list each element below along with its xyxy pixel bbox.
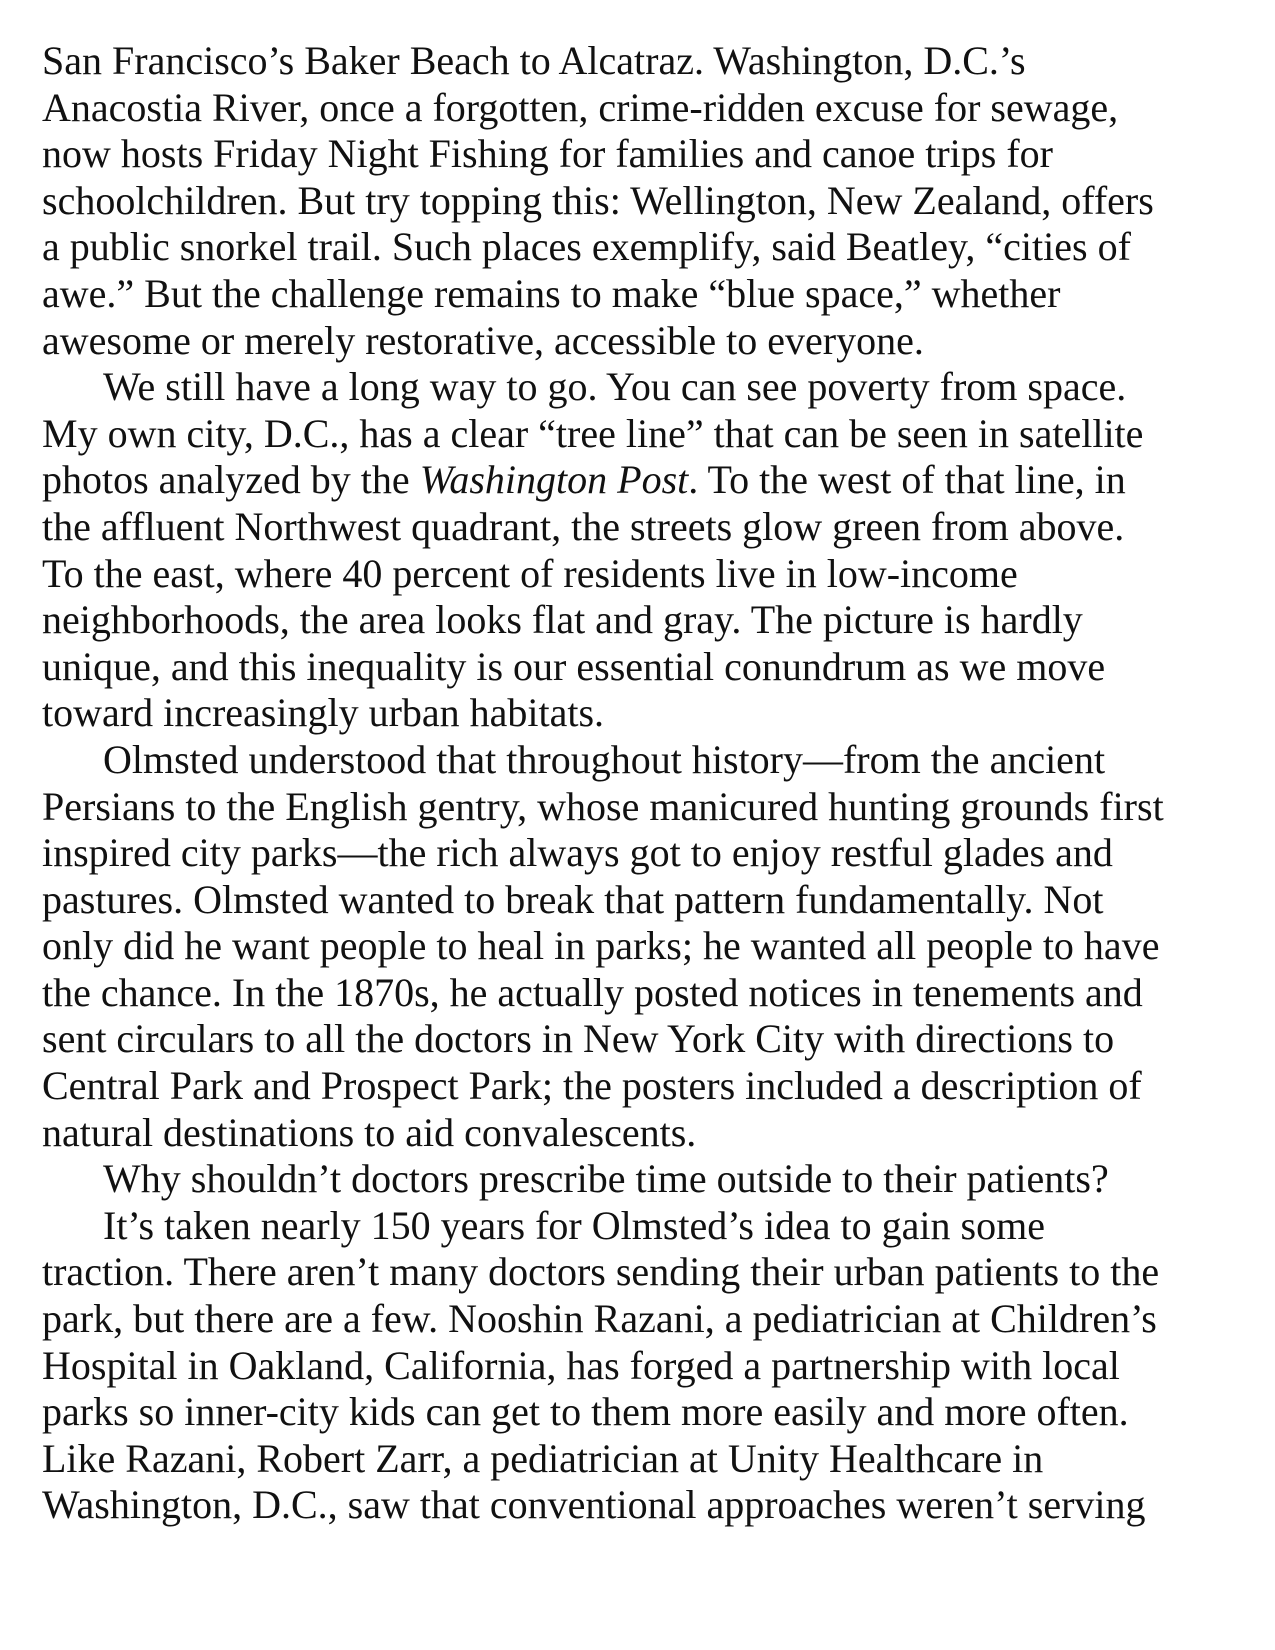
text-line: sent circulars to all the doctors in New York City with directions to [42,1016,1115,1062]
paragraph-5 [42,1203,1242,1529]
text-line: neighborhoods, the area looks flat and gray. The picture is hardly [42,597,1083,643]
text-line: schoolchildren. But try topping this: Wellington, New Zealand, offers [42,177,1154,223]
text-line: Persians to the English gentry, whose manicured hunting grounds first [42,783,1164,829]
text-line: It’s taken nearly 150 years for Olmsted’s idea to gain some [103,1202,1045,1248]
text-segment: . To the west of that line, in [688,457,1126,503]
text-line-with-italic [42,457,1242,504]
text-line: awe.” But the challenge remains to make “blue space,” whether [42,270,1061,316]
text-line: unique, and this inequality is our essential conundrum as we move [42,643,1106,689]
publication-title: Washington Post [419,457,689,503]
text-line: the chance. In the 1870s, he actually posted notices in tenements and [42,969,1143,1015]
paragraph-3 [42,737,1242,1156]
paragraph-2 [42,364,1242,737]
text-segment: photos analyzed by the [42,457,420,503]
text-line: the affluent Northwest quadrant, the streets glow green from above. [42,503,1125,549]
text-line: natural destinations to aid convalescents. [42,1109,697,1155]
text-line: Washington, D.C., saw that conventional approaches weren’t serving [42,1482,1146,1528]
text-line: toward increasingly urban habitats. [42,690,605,736]
text-line: now hosts Friday Night Fishing for families and canoe trips for [42,131,1053,177]
text-line: parks so inner-city kids can get to them more easily and more often. [42,1389,1129,1435]
text-line: park, but there are a few. Nooshin Razani, a pediatrician at Children’s [42,1296,1157,1342]
text-line: awesome or merely restorative, accessible to everyone. [42,317,924,363]
text-line: Why shouldn’t doctors prescribe time outside to their patients? [103,1156,1109,1202]
text-line: Hospital in Oakland, California, has forged a partnership with local [42,1342,1120,1388]
text-line: Olmsted understood that throughout history—from the ancient [103,736,1106,782]
text-line: a public snorkel trail. Such places exemplify, said Beatley, “cities of [42,224,1131,270]
text-line: San Francisco’s Baker Beach to Alcatraz. Washington, D.C.’s [42,38,1026,83]
text-line: We still have a long way to go. You can see poverty from space. [103,364,1127,410]
text-line: Anacostia River, once a forgotten, crime-ridden excuse for sewage, [42,84,1119,130]
text-line: pastures. Olmsted wanted to break that pattern fundamentally. Not [42,876,1104,922]
text-line: only did he want people to heal in parks; he wanted all people to have [42,923,1160,969]
text-line: Central Park and Prospect Park; the posters included a description of [42,1063,1142,1109]
text-line: To the east, where 40 percent of residents live in low-income [42,550,1018,596]
text-line: traction. There aren’t many doctors sending their urban patients to the [42,1249,1160,1295]
text-line: inspired city parks—the rich always got to enjoy restful glades and [42,830,1113,876]
paragraph-4 [42,1156,1242,1203]
text-line: Like Razani, Robert Zarr, a pediatrician at Unity Healthcare in [42,1435,1044,1481]
paragraph-1 [42,38,1242,364]
text-line: My own city, D.C., has a clear “tree line” that can be seen in satellite [42,410,1144,456]
book-page [42,38,1242,1529]
